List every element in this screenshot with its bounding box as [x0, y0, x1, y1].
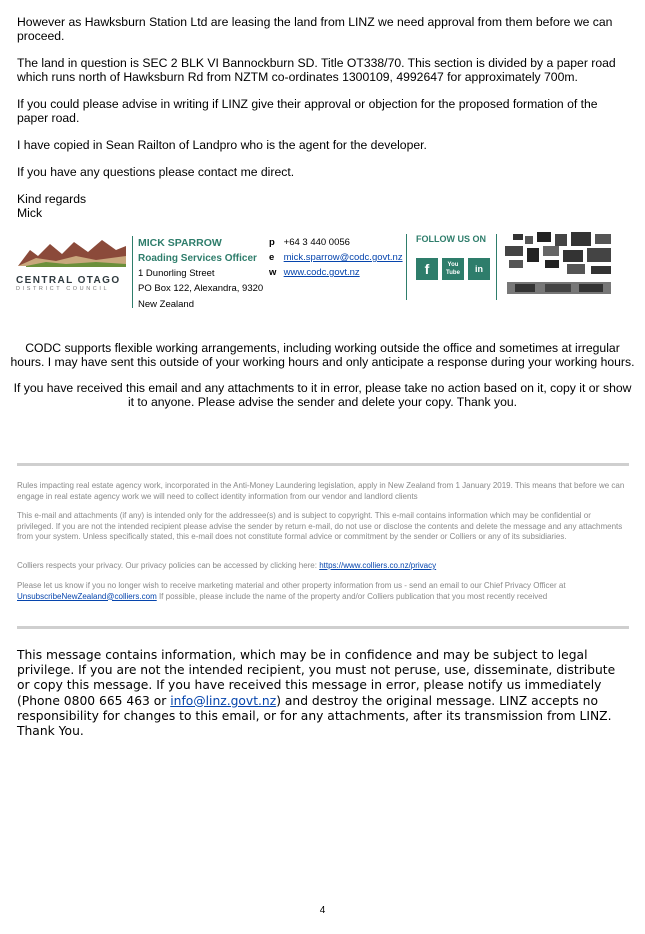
- body-paragraph: However as Hawksburn Station Ltd are leasing the land from LINZ we need approval from them before we can proceed.: [17, 15, 613, 43]
- signature-title: Roading Services Officer: [138, 253, 257, 264]
- sender-name: Mick: [17, 206, 43, 220]
- separator: [17, 463, 629, 466]
- email-label: e: [269, 252, 275, 263]
- email-row: [269, 252, 403, 263]
- linkedin-icon[interactable]: in: [468, 258, 490, 280]
- body-paragraph: I have copied in Sean Railton of Landpro who is the agent for the developer.: [17, 138, 427, 152]
- closing: Kind regards: [17, 192, 87, 206]
- email-signature: [14, 232, 634, 312]
- confidentiality-notice: This e-mail and attachments (if any) is intended only for the addressee(s) and is subject to copyright. This e-mail contains information which may be confidential or privileged. If you are not the intended recipient please advise the sender by return e-mail, do not use or disclose the contents and delete the message and any attachments from your system. Unless specifically stated, this e-mail does not constitute formal advice or commitment by the sender or Colliers or any of its subsidiaries.: [17, 511, 623, 541]
- privacy-notice: [17, 561, 629, 572]
- web-label: w: [269, 267, 277, 278]
- unsubscribe-email-link[interactable]: UnsubscribeNewZealand@colliers.com: [17, 591, 157, 601]
- youtube-icon[interactable]: You Tube: [442, 258, 464, 280]
- phone-row: [269, 237, 350, 248]
- codc-flexible-working-notice: CODC supports flexible working arrangements, including working outside the office and sometimes at irregular hours. I may have sent this outside of your working hours and only anticipate a response during your working hours.: [10, 341, 635, 369]
- divider: [496, 234, 497, 300]
- central-otago-logo: [16, 236, 128, 290]
- follow-us-label: FOLLOW US ON: [416, 234, 486, 244]
- page-number: 4: [319, 905, 326, 916]
- body-paragraph: If you have any questions please contact me direct.: [17, 165, 295, 179]
- logo-subtext: DISTRICT COUNCIL: [16, 286, 110, 292]
- website-link[interactable]: www.codc.govt.nz: [283, 267, 360, 278]
- email-link[interactable]: mick.sparrow@codc.govt.nz: [283, 252, 403, 263]
- phone-number: +64 3 440 0056: [283, 237, 350, 248]
- linz-text: This message contains information, which may be in confidence and may be subject to legal privilege. If you are not the intended recipient, you must not peruse, use, disseminate, distribute or copy this message. If you have received this message in error, please notify us immediately (Phone 0800 665 463 or: [17, 648, 616, 708]
- logo-text: CENTRAL OTAGO: [16, 275, 121, 286]
- body-paragraph: If you could please advise in writing if LINZ give their approval or objection for the proposed formation of the paper road.: [17, 97, 598, 125]
- address-line: New Zealand: [138, 299, 194, 310]
- signature-name: MICK SPARROW: [138, 237, 222, 249]
- privacy-link[interactable]: https://www.colliers.co.nz/privacy: [319, 561, 437, 570]
- unsubscribe-notice: [17, 581, 629, 602]
- unsubscribe-tail: If possible, please include the name of the property and/or Colliers publication that you most recently received: [156, 591, 548, 601]
- separator: [17, 626, 629, 629]
- phone-label: p: [269, 237, 275, 248]
- redacted-image: [505, 232, 617, 298]
- address-line: PO Box 122, Alexandra, 9320: [138, 283, 264, 294]
- linz-email-link[interactable]: info@linz.govt.nz: [170, 693, 277, 708]
- body-paragraph: The land in question is SEC 2 BLK VI Bannockburn SD. Title OT338/70. This section is divided by a paper road which runs north of Hawksburn Rd from NZTM co-ordinates 1300109, 4992647 for approximately 700m.: [17, 56, 616, 84]
- divider: [406, 234, 407, 300]
- linz-text: ) and destroy the original message. LINZ accepts no responsibility for changes to this email, or for any attachments, after its transmission from LINZ. Thank You.: [17, 693, 612, 739]
- linz-disclaimer: [17, 648, 629, 739]
- address-line: 1 Dunorling Street: [138, 268, 215, 279]
- web-row: [269, 267, 360, 278]
- privacy-text: Colliers respects your privacy. Our privacy policies can be accessed by clicking here:: [17, 561, 320, 570]
- aml-notice: Rules impacting real estate agency work, incorporated in the Anti-Money Laundering legislation, apply in New Zealand from 1 January 2019. This means that before we can engage in real estate agency work we will need to collect identity information from our vendor and landlord clients: [17, 481, 625, 501]
- facebook-icon[interactable]: f: [416, 258, 438, 280]
- divider: [132, 236, 133, 308]
- mountains-icon: [16, 236, 128, 270]
- codc-error-notice: If you have received this email and any attachments to it in error, please take no action based on it, copy it or show it to anyone. Please advise the sender and delete your copy. Thank you.: [13, 381, 632, 409]
- unsubscribe-text: Please let us know if you no longer wish to receive marketing material and other property information from us - send an email to our Chief Privacy Officer at: [17, 581, 566, 590]
